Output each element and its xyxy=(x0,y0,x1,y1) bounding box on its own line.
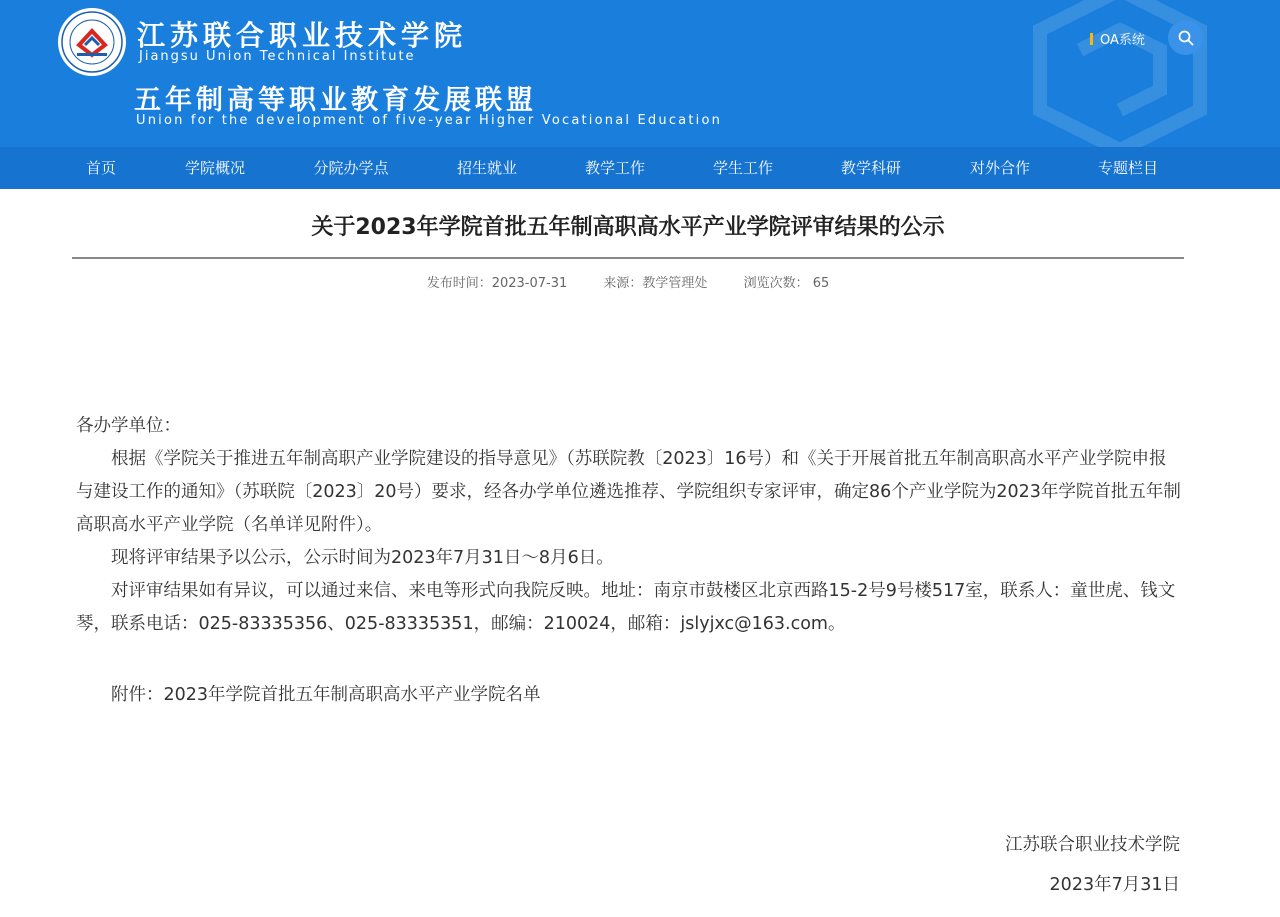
view-count: 浏览次数： 65 xyxy=(743,276,830,291)
nav-item-home[interactable]: 首页 xyxy=(85,159,117,177)
nav-item-overview[interactable]: 学院概况 xyxy=(184,159,246,177)
nav-item-cooperation[interactable]: 对外合作 xyxy=(969,159,1031,177)
article-meta xyxy=(72,272,1184,291)
search-button[interactable] xyxy=(1168,20,1203,55)
alliance-name-en: Union for the development of five-year Higher Vocational Education xyxy=(136,113,723,128)
nav-item-research[interactable]: 教学科研 xyxy=(840,159,902,177)
salutation: 各办学单位： xyxy=(76,416,181,436)
school-name-cn: 江苏联合职业技术学院 xyxy=(137,19,468,52)
article-title: 关于2023年学院首批五年制高职高水平产业学院评审结果的公示 xyxy=(311,215,945,240)
signature-date: 2023年7月31日 xyxy=(1049,875,1180,895)
site-header xyxy=(0,0,1280,147)
paragraph: 根据《学院关于推进五年制高职产业学院建设的指导意见》（苏联院教〔2023〕16号）和《关于开展首批五年制高职高水平产业学院申报与建设工作的通知》（苏联院〔2023〕20号）要求，经各办学单位遴选推荐、学院组织专家评审，确定86个产业学院为2023年学院首批五年制高职高水平产业学院（名单详见附件）。 xyxy=(76,449,1181,535)
paragraph: 对评审结果如有异议，可以通过来信、来电等形式向我院反映。地址：南京市鼓楼区北京西路15-2号9号楼517室，联系人：童世虎、钱文琴，联系电话：025-83335356、025-83335351，邮编：210024，邮箱：jslyjxc@163.com。 xyxy=(76,581,1176,634)
nav-item-teaching[interactable]: 教学工作 xyxy=(584,159,646,177)
oa-marker xyxy=(1090,33,1093,45)
alliance-name-cn: 五年制高等职业教育发展联盟 xyxy=(134,85,537,116)
title-divider xyxy=(72,257,1184,259)
article-source: 来源：教学管理处 xyxy=(603,276,708,291)
article-body xyxy=(76,410,1182,712)
publish-time: 发布时间：2023-07-31 xyxy=(426,276,568,291)
oa-system-link[interactable] xyxy=(1090,29,1145,48)
nav-item-students[interactable]: 学生工作 xyxy=(712,159,774,177)
signature-org: 江苏联合职业技术学院 xyxy=(1005,835,1180,855)
signature xyxy=(1005,825,1180,905)
school-logo-icon[interactable] xyxy=(57,7,127,77)
nav-item-admissions[interactable]: 招生就业 xyxy=(456,159,518,177)
paragraph: 现将评审结果予以公示，公示时间为2023年7月31日～8月6日。 xyxy=(111,548,614,568)
search-icon xyxy=(1178,30,1194,46)
oa-label: OA系统 xyxy=(1100,33,1145,48)
school-name-en: Jiangsu Union Technical Institute xyxy=(139,49,416,64)
nav-item-topics[interactable]: 专题栏目 xyxy=(1097,159,1159,177)
nav-item-branches[interactable]: 分院办学点 xyxy=(313,159,389,177)
watermark-logo-icon xyxy=(980,0,1240,147)
attachment-link[interactable]: 附件：2023年学院首批五年制高职高水平产业学院名单 xyxy=(111,685,541,705)
main-nav xyxy=(0,147,1280,189)
